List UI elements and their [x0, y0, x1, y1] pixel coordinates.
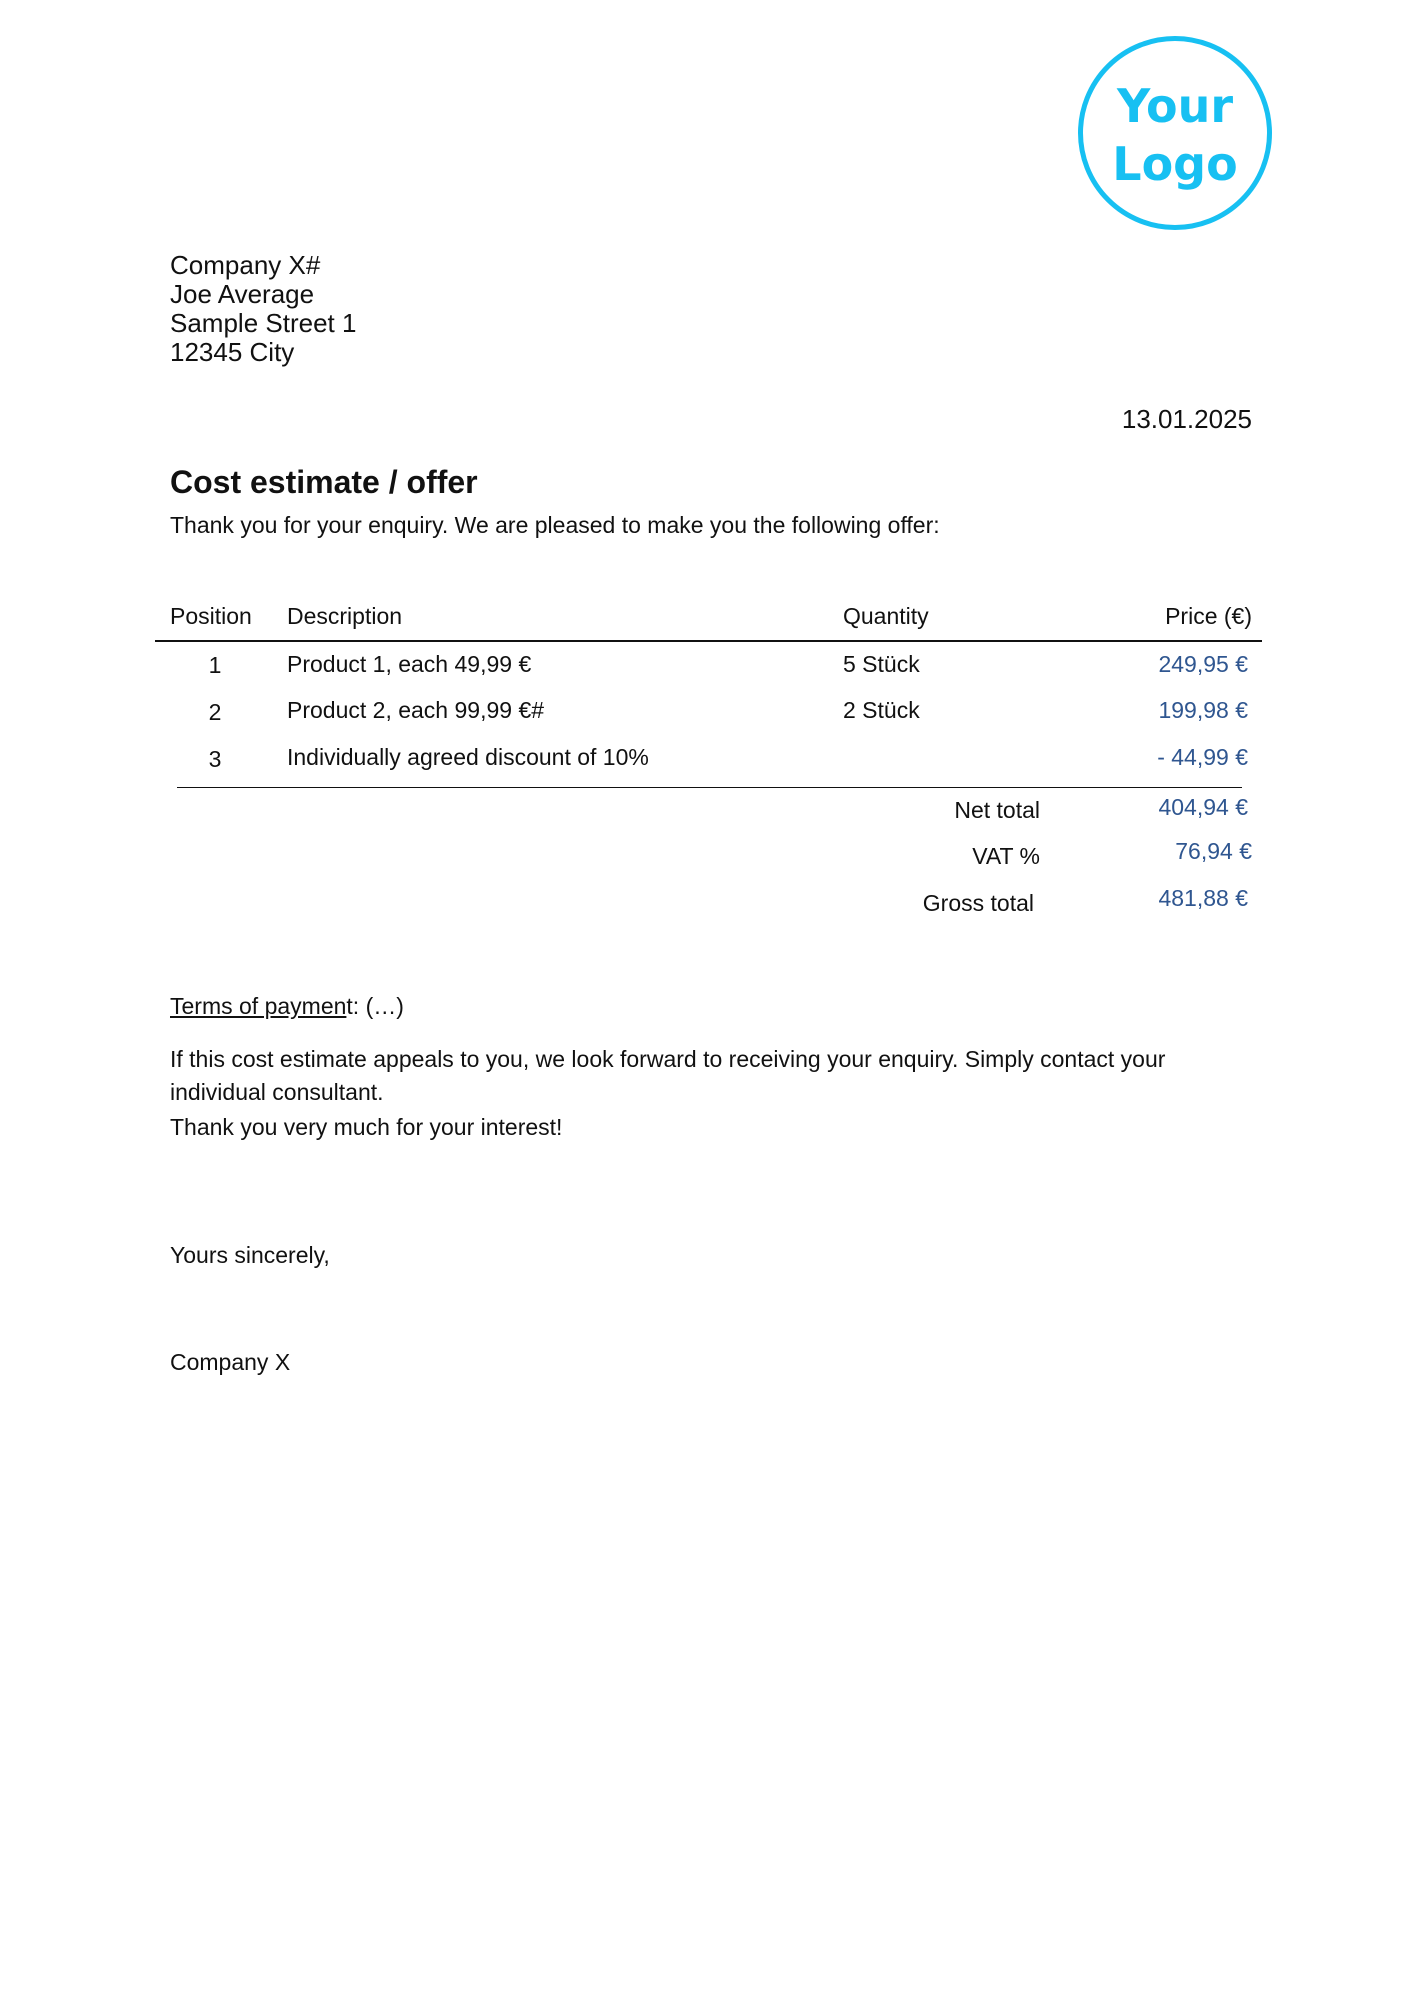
terms-label: Terms of paymen — [170, 993, 347, 1019]
body-paragraph-1: If this cost estimate appeals to you, we look forward to receiving your enquiry. Simply contact your individual consultant. — [170, 1046, 1166, 1105]
intro-text: Thank you for your enquiry. We are pleased to make you the following offer: — [170, 512, 940, 538]
recipient-address — [170, 251, 356, 367]
vat-value: 76,94 € — [1175, 838, 1252, 864]
row-2-description: Product 2, each 99,99 €# — [287, 697, 545, 723]
document-date: 13.01.2025 — [1121, 404, 1252, 434]
closing-salutation: Yours sincerely, — [170, 1242, 330, 1268]
document-title: Cost estimate / offer — [170, 464, 478, 500]
company-logo — [1078, 36, 1272, 230]
terms-label-tail: t — [346, 993, 353, 1019]
row-3-price: - 44,99 € — [1157, 744, 1248, 770]
col-header-description: Description — [287, 603, 403, 629]
recipient-name: Joe Average — [170, 279, 315, 309]
row-1-quantity: 5 Stück — [843, 651, 920, 677]
row-2-quantity: 2 Stück — [843, 697, 920, 723]
recipient-street: Sample Street 1 — [170, 308, 357, 338]
row-3-description: Individually agreed discount of 10% — [287, 744, 649, 770]
row-1-description: Product 1, each 49,99 € — [287, 651, 532, 677]
col-header-price: Price (€) — [1165, 603, 1252, 629]
signature-company: Company X — [170, 1349, 291, 1375]
row-1-price: 249,95 € — [1158, 651, 1248, 677]
terms-of-payment — [170, 990, 1250, 1023]
table-header-rule — [155, 640, 1262, 642]
gross-total-value: 481,88 € — [1158, 885, 1248, 911]
logo-line-1: Your — [1116, 79, 1234, 133]
gross-total-label: Gross total — [922, 890, 1034, 916]
row-1-position: 1 — [208, 652, 222, 678]
recipient-company: Company X# — [170, 250, 321, 280]
row-2-position: 2 — [208, 699, 222, 725]
recipient-city: 12345 City — [170, 337, 295, 367]
terms-value: : (…) — [352, 993, 404, 1019]
table-sum-rule — [177, 787, 1242, 788]
col-header-quantity: Quantity — [843, 603, 929, 629]
net-total-value: 404,94 € — [1158, 794, 1248, 820]
body-paragraph-2: Thank you very much for your interest! — [170, 1114, 563, 1140]
logo-line-2: Logo — [1112, 137, 1238, 191]
vat-label: VAT % — [972, 843, 1040, 869]
row-3-position: 3 — [208, 746, 222, 772]
row-2-price: 199,98 € — [1158, 697, 1248, 723]
net-total-label: Net total — [954, 797, 1040, 823]
col-header-position: Position — [170, 603, 252, 629]
